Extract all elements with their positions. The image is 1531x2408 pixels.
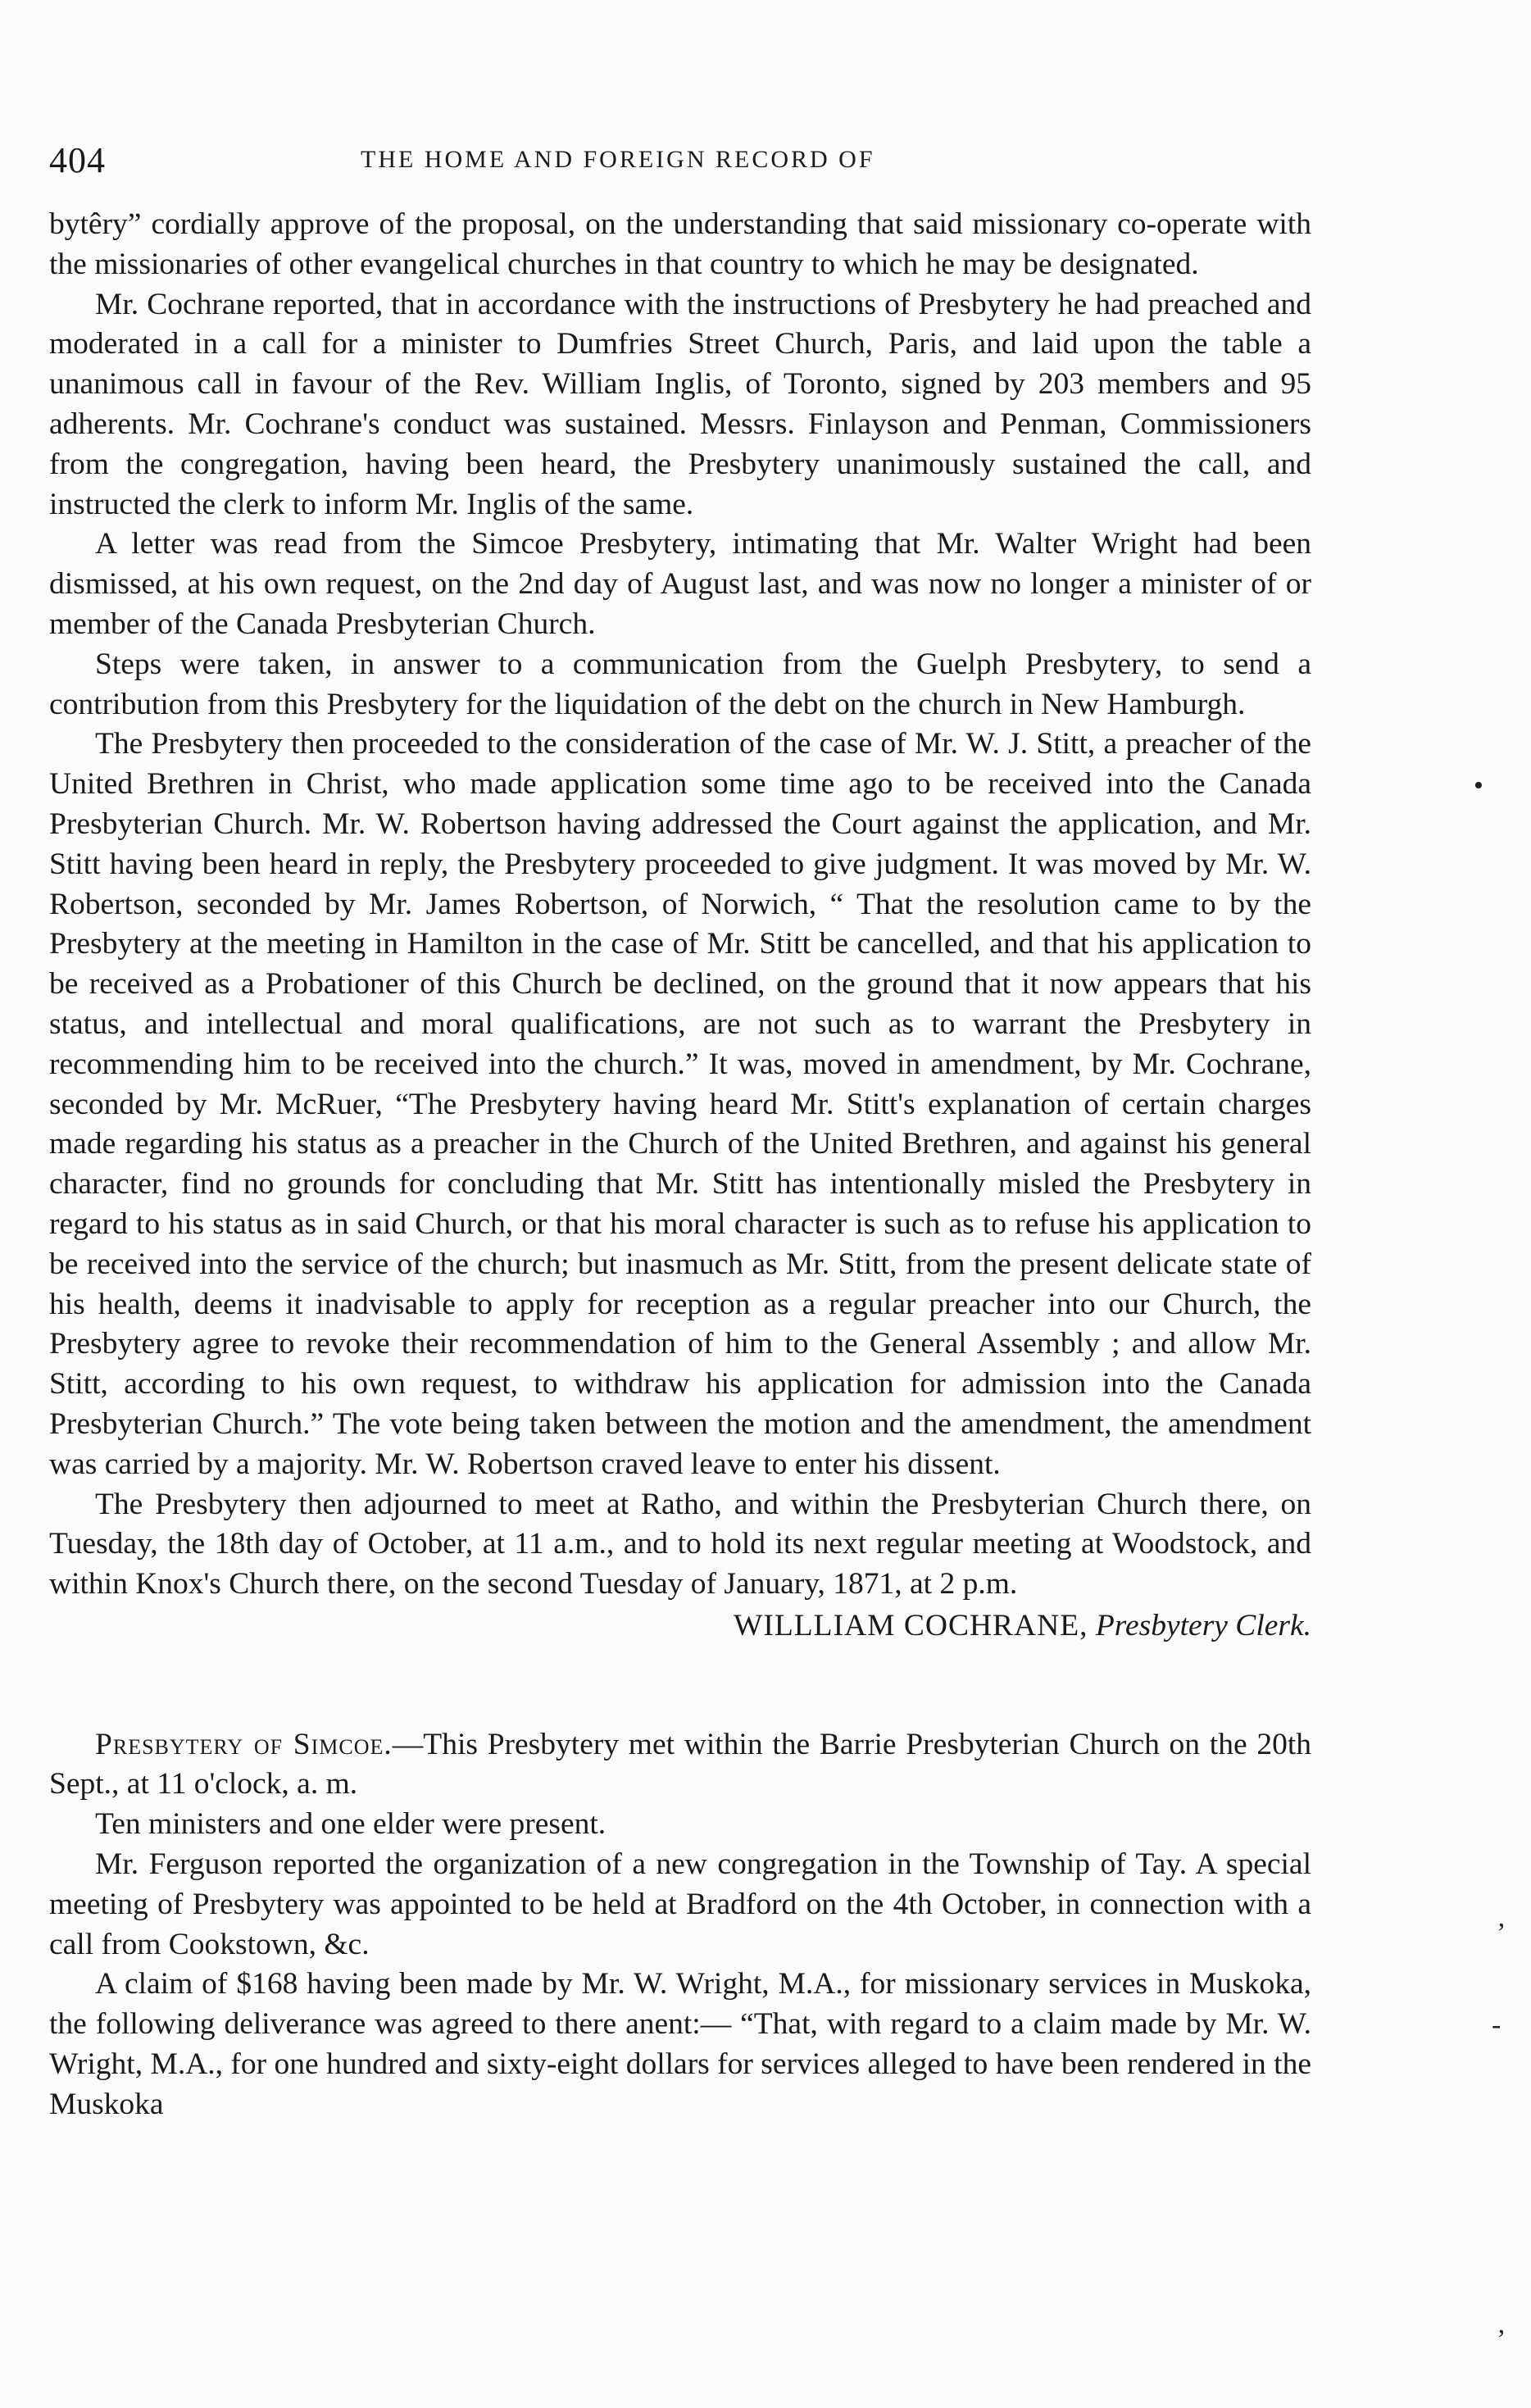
paragraph-attendance: Ten ministers and one elder were present. [95, 1807, 606, 1842]
margin-mark: • [1474, 770, 1483, 801]
running-title: THE HOME AND FOREIGN RECORD OF [361, 146, 875, 173]
section-gap [49, 1647, 1311, 1725]
margin-mark: ’ [1497, 1918, 1506, 1948]
paragraph-guelph-contribution: Steps were taken, in answer to a communication from the Guelph Presbytery, to send a contribution from this Presbytery for the liquidation of the debt on the church in New Hamburgh. [49, 647, 1311, 721]
paragraph-cochrane-report: Mr. Cochrane reported, that in accordance with the instructions of Presbytery he had preached and moderated in a call for a minister to Dumfries Street Church, Paris, and laid upon the table a unanimous call in favour of the Rev. William Inglis, of Toronto, signed by 203 members and 95 adherents. Mr. Cochrane's conduct was sustained. Messrs. Finlayson and Penman, Commissioners from the congregation, having been heard, the Presbytery unanimously sustained the call, and instructed the clerk to inform Mr. Inglis of the same. [49, 287, 1311, 521]
paragraph-continuation: bytêryˮ cordially approve of the proposal, on the understanding that said missionary co-operate with the missionaries of other evangelical churches in that country to which he may be designated. [49, 207, 1311, 281]
page-header [49, 139, 1311, 189]
margin-mark: ’ [1497, 2324, 1506, 2355]
signature-name: WILLLIAM COCHRANE, [733, 1608, 1088, 1642]
signature-line [49, 1606, 1311, 1647]
margin-mark: - [1492, 2010, 1501, 2040]
page-number: 404 [49, 140, 106, 180]
document-page [49, 139, 1311, 2125]
paragraph-stitt-case: The Presbytery then proceeded to the consideration of the case of Mr. W. J. Stitt, a preacher of the United Brethren in Christ, who made application some time ago to be received into the Canada Presbyterian Church. Mr. W. Robertson having addressed the Court against the application, and Mr. Stitt having been heard in reply, the Presbytery proceeded to give judgment. It was moved by Mr. W. Robertson, seconded by Mr. James Robertson, of Norwich, “ That the resolution came to by the Presbytery at the meeting in Hamilton in the case of Mr. Stitt be cancelled, and that his application to be received as a Probationer of this Church be declined, on the ground that it now appears that his status, and intellectual and moral qualifications, are not such as to warrant the Presbytery in recommending him to be received into the church.” It was, moved in amendment, by Mr. Cochrane, seconded by Mr. McRuer, “The Presbytery having heard Mr. Stitt's explanation of certain charges made regarding his status as a preacher in the Church of the United Brethren, and against his general character, find no grounds for concluding that Mr. Stitt has intentionally misled the Presbytery in regard to his status as in said Church, or that his moral character is such as to refuse his application to be received into the service of the church; but inasmuch as Mr. Stitt, from the present delicate state of his health, deems it inadvisable to apply for reception as a regular preacher into our Church, the Presbytery agree to revoke their recommendation of him to the General Assembly ; and allow Mr. Stitt, according to his own request, to withdraw his application for admission into the Canada Presbyterian Church.” The vote being taken between the motion and the amendment, the amendment was carried by a majority. Mr. W. Robertson craved leave to enter his dissent. [49, 727, 1311, 1481]
paragraph-ferguson-report: Mr. Ferguson reported the organization of a new congregation in the Township of Tay. A special meeting of Presbytery was appointed to be held at Bradford on the 4th October, in connection with a call from Cookstown, &c. [49, 1847, 1311, 1961]
article-body [49, 205, 1311, 2125]
signature-title: Presbytery Clerk. [1095, 1608, 1311, 1642]
paragraph-adjournment: The Presbytery then adjourned to meet at Ratho, and within the Presbyterian Church there, on Tuesday, the 18th day of October, at 11 a.m., and to hold its next regular meeting at Woodstock, and within Knox's Church there, on the second Tuesday of January, 1871, at 2 p.m. [49, 1487, 1311, 1602]
section-heading: Presbytery of Simcoe. [95, 1727, 393, 1761]
paragraph-wright-claim: A claim of $168 having been made by Mr. W. Wright, M.A., for missionary services in Muskoka, the following deliverance was agreed to there anent:— “That, with regard to a claim made by Mr. W. Wright, M.A., for one hundred and sixty-eight dollars for services alleged to have been rendered in the Muskoka [49, 1967, 1311, 2121]
section-heading-rest: —This Presbytery met within the Barrie Presbyterian Church on the 20th Sept., at 11 o'clock, a. m. [49, 1727, 1311, 1801]
paragraph-simcoe-letter: A letter was read from the Simcoe Presbytery, intimating that Mr. Walter Wright had been dismissed, at his own request, on the 2nd day of August last, and was now no longer a minister of or member of the Canada Presbyterian Church. [49, 527, 1311, 641]
paragraph-simcoe-meeting [49, 1725, 1311, 1806]
